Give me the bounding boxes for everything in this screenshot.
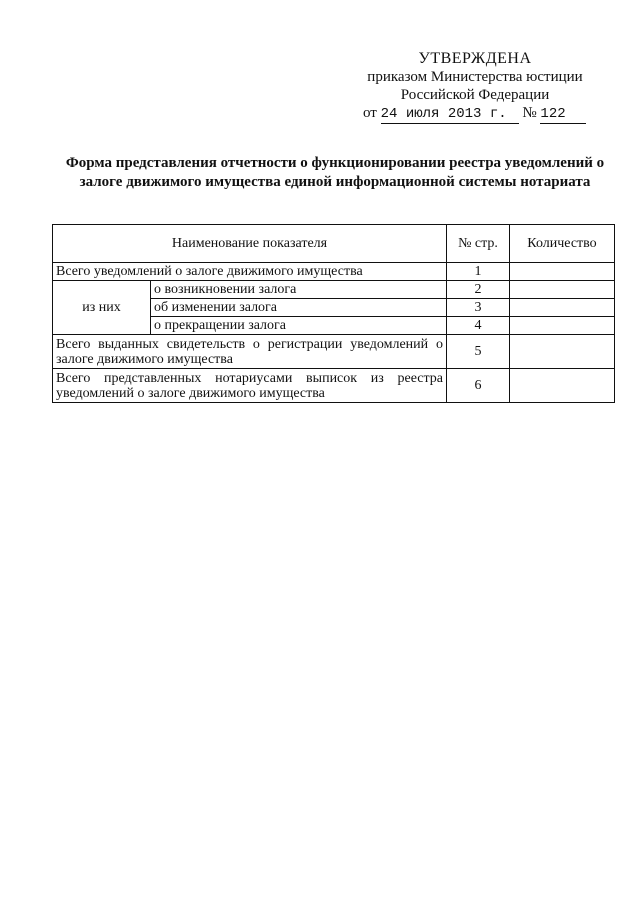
header-line-no: № стр. <box>447 225 510 263</box>
table-row <box>53 335 615 369</box>
row-quantity-cell <box>510 299 615 317</box>
row-label: Всего представленных нотариусами выписок из реестра уведомлений о залоге движимого имущества <box>53 369 447 403</box>
header-quantity: Количество <box>510 225 615 263</box>
header-name: Наименование показателя <box>53 225 447 263</box>
row-quantity-cell <box>510 263 615 281</box>
report-table <box>52 224 615 403</box>
table-row <box>53 281 615 299</box>
row-label: об изменении залога <box>151 299 447 317</box>
table-row <box>53 369 615 403</box>
row-label: о возникновении залога <box>151 281 447 299</box>
row-line-no: 4 <box>447 317 510 335</box>
row-quantity-cell <box>510 369 615 403</box>
row-line-no: 6 <box>447 369 510 403</box>
approval-line-ministry: приказом Министерства юстиции <box>367 69 583 85</box>
approval-number: 122 <box>540 105 586 124</box>
row-quantity-cell <box>510 335 615 369</box>
approval-number-label: № <box>522 105 537 121</box>
row-line-no: 5 <box>447 335 510 369</box>
approval-line-country: Российской Федерации <box>400 87 550 103</box>
group-label-of-which: из них <box>53 281 151 335</box>
approval-from-label: от <box>363 105 377 121</box>
row-label: о прекращении залога <box>151 317 447 335</box>
approval-dateline <box>355 104 595 124</box>
row-label: Всего уведомлений о залоге движимого имущества <box>53 263 447 281</box>
approval-head: УТВЕРЖДЕНА <box>418 50 532 67</box>
table-row <box>53 263 615 281</box>
row-label: Всего выданных свидетельств о регистрации уведомлений о залоге движимого имущества <box>53 335 447 369</box>
approval-stamp <box>355 50 595 124</box>
table-header-row <box>53 225 615 263</box>
row-quantity-cell <box>510 281 615 299</box>
row-line-no: 1 <box>447 263 510 281</box>
row-line-no: 3 <box>447 299 510 317</box>
row-line-no: 2 <box>447 281 510 299</box>
approval-date: 24 июля 2013 г. <box>381 105 519 124</box>
form-title: Форма представления отчетности о функционировании реестра уведомлений о залоге движимого имущества единой информационной системы нотариата <box>65 155 605 190</box>
row-quantity-cell <box>510 317 615 335</box>
